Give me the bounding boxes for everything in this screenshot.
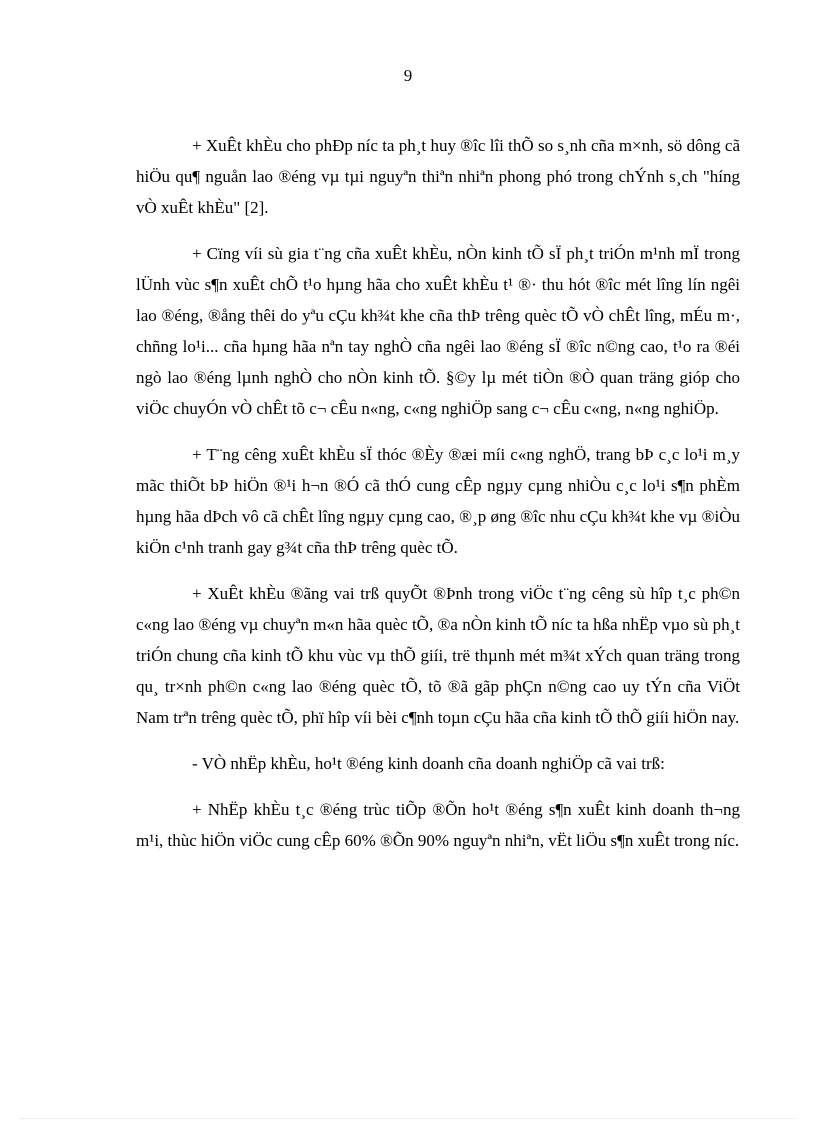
paragraph-export-comparative-advantage: + XuÊt khÈu cho phÐp níc ta ph¸t huy ®îc lîi thÕ so s¸nh cña m×nh, sö dông cã hiÖu qu¶ nguån lao ®éng vµ tµi nguyªn thiªn nhiªn phong phó trong chÝnh s¸ch "híng vÒ xuÊt khÈu" [2]. [136,136,740,217]
paragraph-import-production: + NhËp khÈu t¸c ®éng trùc tiÕp ®Õn ho¹t ®éng s¶n xuÊt kinh doanh th¬ng m¹i, thùc hiÖn viÖc cung cÊp 60% ®Õn 90% nguyªn nhiªn, vËt liÖu s¶n xuÊt trong níc. [136,800,740,850]
paragraph-import-heading: - VÒ nhËp khÈu, ho¹t ®éng kinh doanh cña doanh nghiÖp cã vai trß: [192,754,665,773]
paragraph-export-international-cooperation: + XuÊt khÈu ®ãng vai trß quyÕt ®Þnh trong viÖc t¨ng cêng sù hîp t¸c ph©n c«ng lao ®éng vµ chuyªn m«n hãa quèc tÕ, ®a nÒn kinh tÕ níc ta hßa nhËp vµo sù ph¸t triÓn chung cña kinh tÕ khu vùc vµ thÕ giíi, trë thµnh mét m¾t xÝch quan träng trong qu¸ tr×nh ph©n c«ng lao ®éng quèc tÕ, tõ ®ã gãp phÇn n©ng cao uy tÝn cña ViÖt Nam trªn trêng quèc tÕ, phï hîp víi bèi c¶nh toµn cÇu hãa cña kinh tÕ thÕ giíi hiÖn nay. [136,584,740,727]
paragraph-export-labor-skills: + Cïng víi sù gia t¨ng cña xuÊt khÈu, nÒn kinh tÕ sÏ ph¸t triÓn m¹nh mÏ trong lÜnh vùc s¶n xuÊt chÕ t¹o hµng hãa cho xuÊt khÈu t¹ ®· thu hót ®îc mét lîng lín ngêi lao ®éng, ®ång thêi do yªu cÇu kh¾t khe cña thÞ trêng quèc tÕ vÒ chÊt lîng, mÉu m·, chñng lo¹i... cña hµng hãa nªn tay nghÒ cña ngêi lao ®éng sÏ ®îc n©ng cao, t¹o ra ®éi ngò lao ®éng lµnh nghÒ cho nÒn kinh tÕ. §©y lµ mét tiÒn ®Ò quan träng gióp cho viÖc chuyÓn vÒ chÊt tõ c¬ cÊu n«ng, c«ng nghiÖp sang c¬ cÊu c«ng, n«ng nghiÖp. [136,244,740,418]
page-bottom-divider [20,1118,796,1119]
paragraph-export-technology: + T¨ng cêng xuÊt khÈu sÏ thóc ®Èy ®æi míi c«ng nghÖ, trang bÞ c¸c lo¹i m¸y mãc thiÕt bÞ hiÖn ®¹i h¬n ®Ó cã thÓ cung cÊp ngµy cµng nhiÒu c¸c lo¹i s¶n phÈm hµng hãa dÞch vô cã chÊt lîng ngµy cµng cao, ®¸p øng ®îc nhu cÇu kh¾t khe vµ ®iÒu kiÖn c¹nh tranh gay g¾t cña thÞ trêng quèc tÕ. [136,445,740,557]
page-number: 9 [403,66,413,85]
document-body [136,130,740,871]
